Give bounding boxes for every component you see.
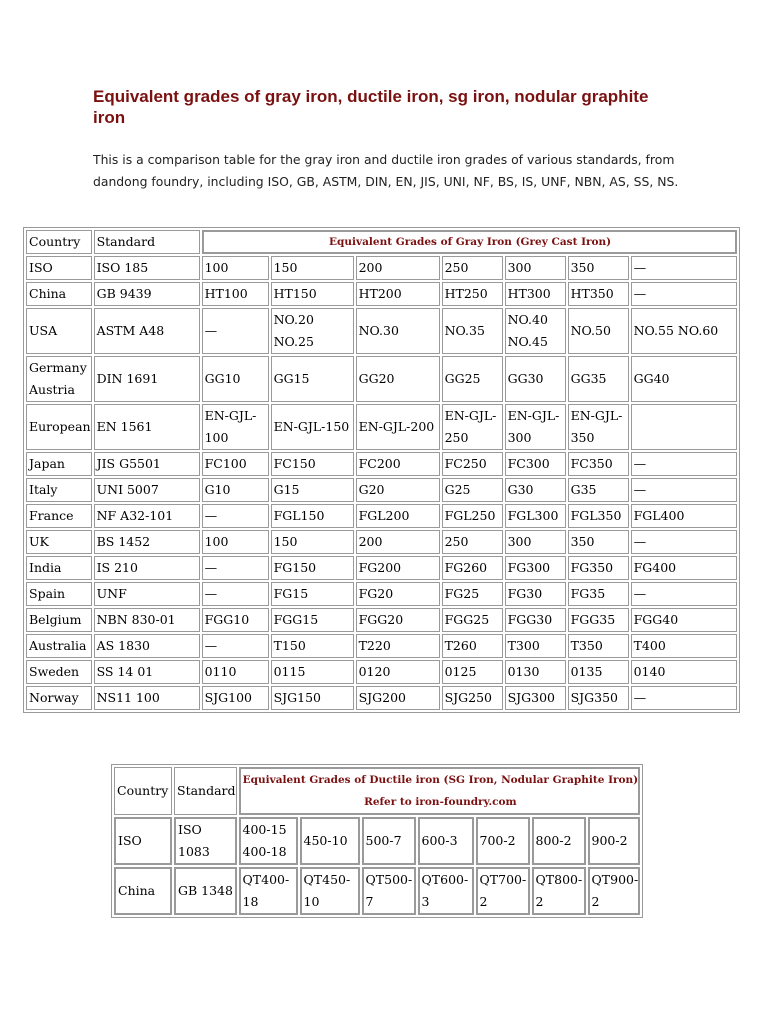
grade-cell: FG30	[505, 582, 566, 606]
country-cell: Norway	[26, 686, 92, 710]
grade-cell: HT350	[568, 282, 629, 306]
country-cell: ISO	[26, 256, 92, 280]
grade-cell: NO.30	[356, 308, 440, 354]
grade-cell: FG25	[442, 582, 503, 606]
grade-cell: HT150	[271, 282, 354, 306]
grade-cell: —	[631, 282, 737, 306]
standard-cell: ASTM A48	[94, 308, 200, 354]
grade-cell: G25	[442, 478, 503, 502]
grade-cell: G20	[356, 478, 440, 502]
grade-cell: FGL250	[442, 504, 503, 528]
grade-cell: 600-3	[418, 817, 474, 865]
grade-cell: FGL150	[271, 504, 354, 528]
table-header-row	[114, 767, 640, 815]
ductile-subtitle-text: Refer to iron-foundry.com	[364, 796, 517, 808]
grade-cell: FGG15	[271, 608, 354, 632]
grade-cell: NO.35	[442, 308, 503, 354]
standard-cell: JIS G5501	[94, 452, 200, 476]
grade-cell: FG20	[356, 582, 440, 606]
standard-cell: DIN 1691	[94, 356, 200, 402]
grade-cell: 0110	[202, 660, 269, 684]
grade-cell: FGG20	[356, 608, 440, 632]
table-row	[26, 530, 737, 554]
country-cell: ISO	[114, 817, 172, 865]
grade-cell: 0140	[631, 660, 737, 684]
header-standard: Standard	[174, 767, 237, 815]
country-cell: Italy	[26, 478, 92, 502]
grade-cell: FG350	[568, 556, 629, 580]
grade-cell: EN-GJL-250	[442, 404, 503, 450]
grade-cell: GG30	[505, 356, 566, 402]
grade-cell: FGG35	[568, 608, 629, 632]
grade-cell: 0125	[442, 660, 503, 684]
ductile-iron-table-title	[239, 767, 641, 815]
grade-cell: HT300	[505, 282, 566, 306]
table-row	[26, 282, 737, 306]
grade-cell: HT100	[202, 282, 269, 306]
grade-cell: T260	[442, 634, 503, 658]
grade-cell: 150	[271, 256, 354, 280]
grade-cell: T350	[568, 634, 629, 658]
grade-cell: NO.40 NO.45	[505, 308, 566, 354]
grade-cell: 100	[202, 256, 269, 280]
grade-cell: FGL400	[631, 504, 737, 528]
grade-cell: SJG350	[568, 686, 629, 710]
standard-cell: NF A32-101	[94, 504, 200, 528]
table-row	[26, 308, 737, 354]
grade-cell: 0135	[568, 660, 629, 684]
grade-cell: FC350	[568, 452, 629, 476]
grade-cell: FGG10	[202, 608, 269, 632]
table-row	[26, 582, 737, 606]
grade-cell: 0115	[271, 660, 354, 684]
grade-cell	[631, 404, 737, 450]
grade-cell: 800-2	[532, 817, 586, 865]
grade-cell: —	[202, 308, 269, 354]
grade-cell: NO.50	[568, 308, 629, 354]
grade-cell: EN-GJL-100	[202, 404, 269, 450]
standard-cell: ISO 1083	[174, 817, 237, 865]
grade-cell: GG15	[271, 356, 354, 402]
grade-cell: 250	[442, 530, 503, 554]
country-cell: Spain	[26, 582, 92, 606]
grade-cell: QT800-2	[532, 867, 586, 915]
grade-cell: 200	[356, 256, 440, 280]
grade-cell: SJG150	[271, 686, 354, 710]
grade-cell: GG35	[568, 356, 629, 402]
standard-cell: GB 1348	[174, 867, 237, 915]
country-cell: China	[26, 282, 92, 306]
standard-cell: UNF	[94, 582, 200, 606]
country-cell: Sweden	[26, 660, 92, 684]
standard-cell: GB 9439	[94, 282, 200, 306]
grade-cell: FGG30	[505, 608, 566, 632]
gray-iron-table	[23, 227, 740, 713]
grade-cell: EN-GJL-300	[505, 404, 566, 450]
table-row	[26, 608, 737, 632]
grade-cell: EN-GJL-350	[568, 404, 629, 450]
grade-cell: G10	[202, 478, 269, 502]
grade-cell: GG10	[202, 356, 269, 402]
grade-cell: NO.55 NO.60	[631, 308, 737, 354]
grade-cell: GG20	[356, 356, 440, 402]
country-cell: USA	[26, 308, 92, 354]
grade-cell: —	[631, 686, 737, 710]
grade-cell: G35	[568, 478, 629, 502]
grade-cell: 150	[271, 530, 354, 554]
grade-cell: QT700-2	[476, 867, 530, 915]
standard-cell: ISO 185	[94, 256, 200, 280]
grade-cell: 300	[505, 256, 566, 280]
grade-cell: HT250	[442, 282, 503, 306]
table-row	[26, 686, 737, 710]
grade-cell: 0130	[505, 660, 566, 684]
country-cell: European	[26, 404, 92, 450]
country-cell: India	[26, 556, 92, 580]
country-cell: UK	[26, 530, 92, 554]
table-row	[26, 452, 737, 476]
grade-cell: FC250	[442, 452, 503, 476]
standard-cell: SS 14 01	[94, 660, 200, 684]
grade-cell: FC200	[356, 452, 440, 476]
grade-cell: —	[631, 582, 737, 606]
grade-cell: FC150	[271, 452, 354, 476]
header-standard: Standard	[94, 230, 200, 254]
grade-cell: 700-2	[476, 817, 530, 865]
standard-cell: IS 210	[94, 556, 200, 580]
grade-cell: SJG200	[356, 686, 440, 710]
page-title: Equivalent grades of gray iron, ductile iron, sg iron, nodular graphite iron	[93, 87, 649, 127]
intro-paragraph: This is a comparison table for the gray iron and ductile iron grades of various standards, from dandong foundry, including ISO, GB, ASTM, DIN, EN, JIS, UNI, NF, BS, IS, UNF, NBN, AS, SS, NS.	[93, 152, 679, 189]
standard-cell: EN 1561	[94, 404, 200, 450]
grade-cell: 250	[442, 256, 503, 280]
standard-cell: UNI 5007	[94, 478, 200, 502]
grade-cell: FG200	[356, 556, 440, 580]
table-row	[26, 660, 737, 684]
grade-cell: SJG250	[442, 686, 503, 710]
grade-cell: 500-7	[362, 817, 416, 865]
grade-cell: T400	[631, 634, 737, 658]
grade-cell: EN-GJL-150	[271, 404, 354, 450]
grade-cell: T220	[356, 634, 440, 658]
grade-cell: T300	[505, 634, 566, 658]
grade-cell: FGG40	[631, 608, 737, 632]
country-cell: France	[26, 504, 92, 528]
grade-cell: SJG100	[202, 686, 269, 710]
grade-cell: QT500-7	[362, 867, 416, 915]
grade-cell: 300	[505, 530, 566, 554]
grade-cell: QT400-18	[239, 867, 298, 915]
standard-cell: NS11 100	[94, 686, 200, 710]
ductile-title-text: Equivalent Grades of Ductile iron (SG Iron, Nodular Graphite Iron)	[242, 774, 639, 786]
grade-cell: —	[202, 582, 269, 606]
standard-cell: NBN 830-01	[94, 608, 200, 632]
table-row	[26, 556, 737, 580]
grade-cell: GG40	[631, 356, 737, 402]
table-row	[26, 356, 737, 402]
grade-cell: 100	[202, 530, 269, 554]
grade-cell: FG400	[631, 556, 737, 580]
grade-cell: FGL350	[568, 504, 629, 528]
grade-cell: QT600-3	[418, 867, 474, 915]
ductile-iron-table	[111, 764, 643, 918]
table-row	[26, 504, 737, 528]
grade-cell: —	[631, 452, 737, 476]
grade-cell: —	[631, 256, 737, 280]
grade-cell: G30	[505, 478, 566, 502]
table-header-row	[26, 230, 737, 254]
table-row	[26, 256, 737, 280]
gray-iron-table-title: Equivalent Grades of Gray Iron (Grey Cast Iron)	[202, 230, 737, 254]
grade-cell: FG260	[442, 556, 503, 580]
table-row	[26, 404, 737, 450]
grade-cell: FGL200	[356, 504, 440, 528]
grade-cell: HT200	[356, 282, 440, 306]
grade-cell: 400-15 400-18	[239, 817, 298, 865]
grade-cell: 200	[356, 530, 440, 554]
grade-cell: FG300	[505, 556, 566, 580]
grade-cell: —	[202, 504, 269, 528]
grade-cell: QT450-10	[300, 867, 360, 915]
grade-cell: GG25	[442, 356, 503, 402]
grade-cell: FG150	[271, 556, 354, 580]
country-cell: China	[114, 867, 172, 915]
header-country: Country	[26, 230, 92, 254]
grade-cell: 450-10	[300, 817, 360, 865]
table-row	[114, 867, 640, 915]
standard-cell: BS 1452	[94, 530, 200, 554]
grade-cell: 350	[568, 530, 629, 554]
country-cell: Australia	[26, 634, 92, 658]
grade-cell: FGG25	[442, 608, 503, 632]
grade-cell: FC100	[202, 452, 269, 476]
table-row	[114, 817, 640, 865]
grade-cell: 350	[568, 256, 629, 280]
country-cell: Belgium	[26, 608, 92, 632]
grade-cell: SJG300	[505, 686, 566, 710]
grade-cell: T150	[271, 634, 354, 658]
grade-cell: —	[202, 634, 269, 658]
grade-cell: EN-GJL-200	[356, 404, 440, 450]
grade-cell: FC300	[505, 452, 566, 476]
standard-cell: AS 1830	[94, 634, 200, 658]
grade-cell: FG15	[271, 582, 354, 606]
grade-cell: —	[631, 530, 737, 554]
grade-cell: —	[202, 556, 269, 580]
grade-cell: 0120	[356, 660, 440, 684]
header-country: Country	[114, 767, 172, 815]
table-row	[26, 634, 737, 658]
country-cell: Germany Austria	[26, 356, 92, 402]
table-row	[26, 478, 737, 502]
grade-cell: 900-2	[588, 817, 641, 865]
grade-cell: QT900-2	[588, 867, 641, 915]
grade-cell: G15	[271, 478, 354, 502]
country-cell: Japan	[26, 452, 92, 476]
grade-cell: NO.20 NO.25	[271, 308, 354, 354]
grade-cell: —	[631, 478, 737, 502]
grade-cell: FGL300	[505, 504, 566, 528]
grade-cell: FG35	[568, 582, 629, 606]
